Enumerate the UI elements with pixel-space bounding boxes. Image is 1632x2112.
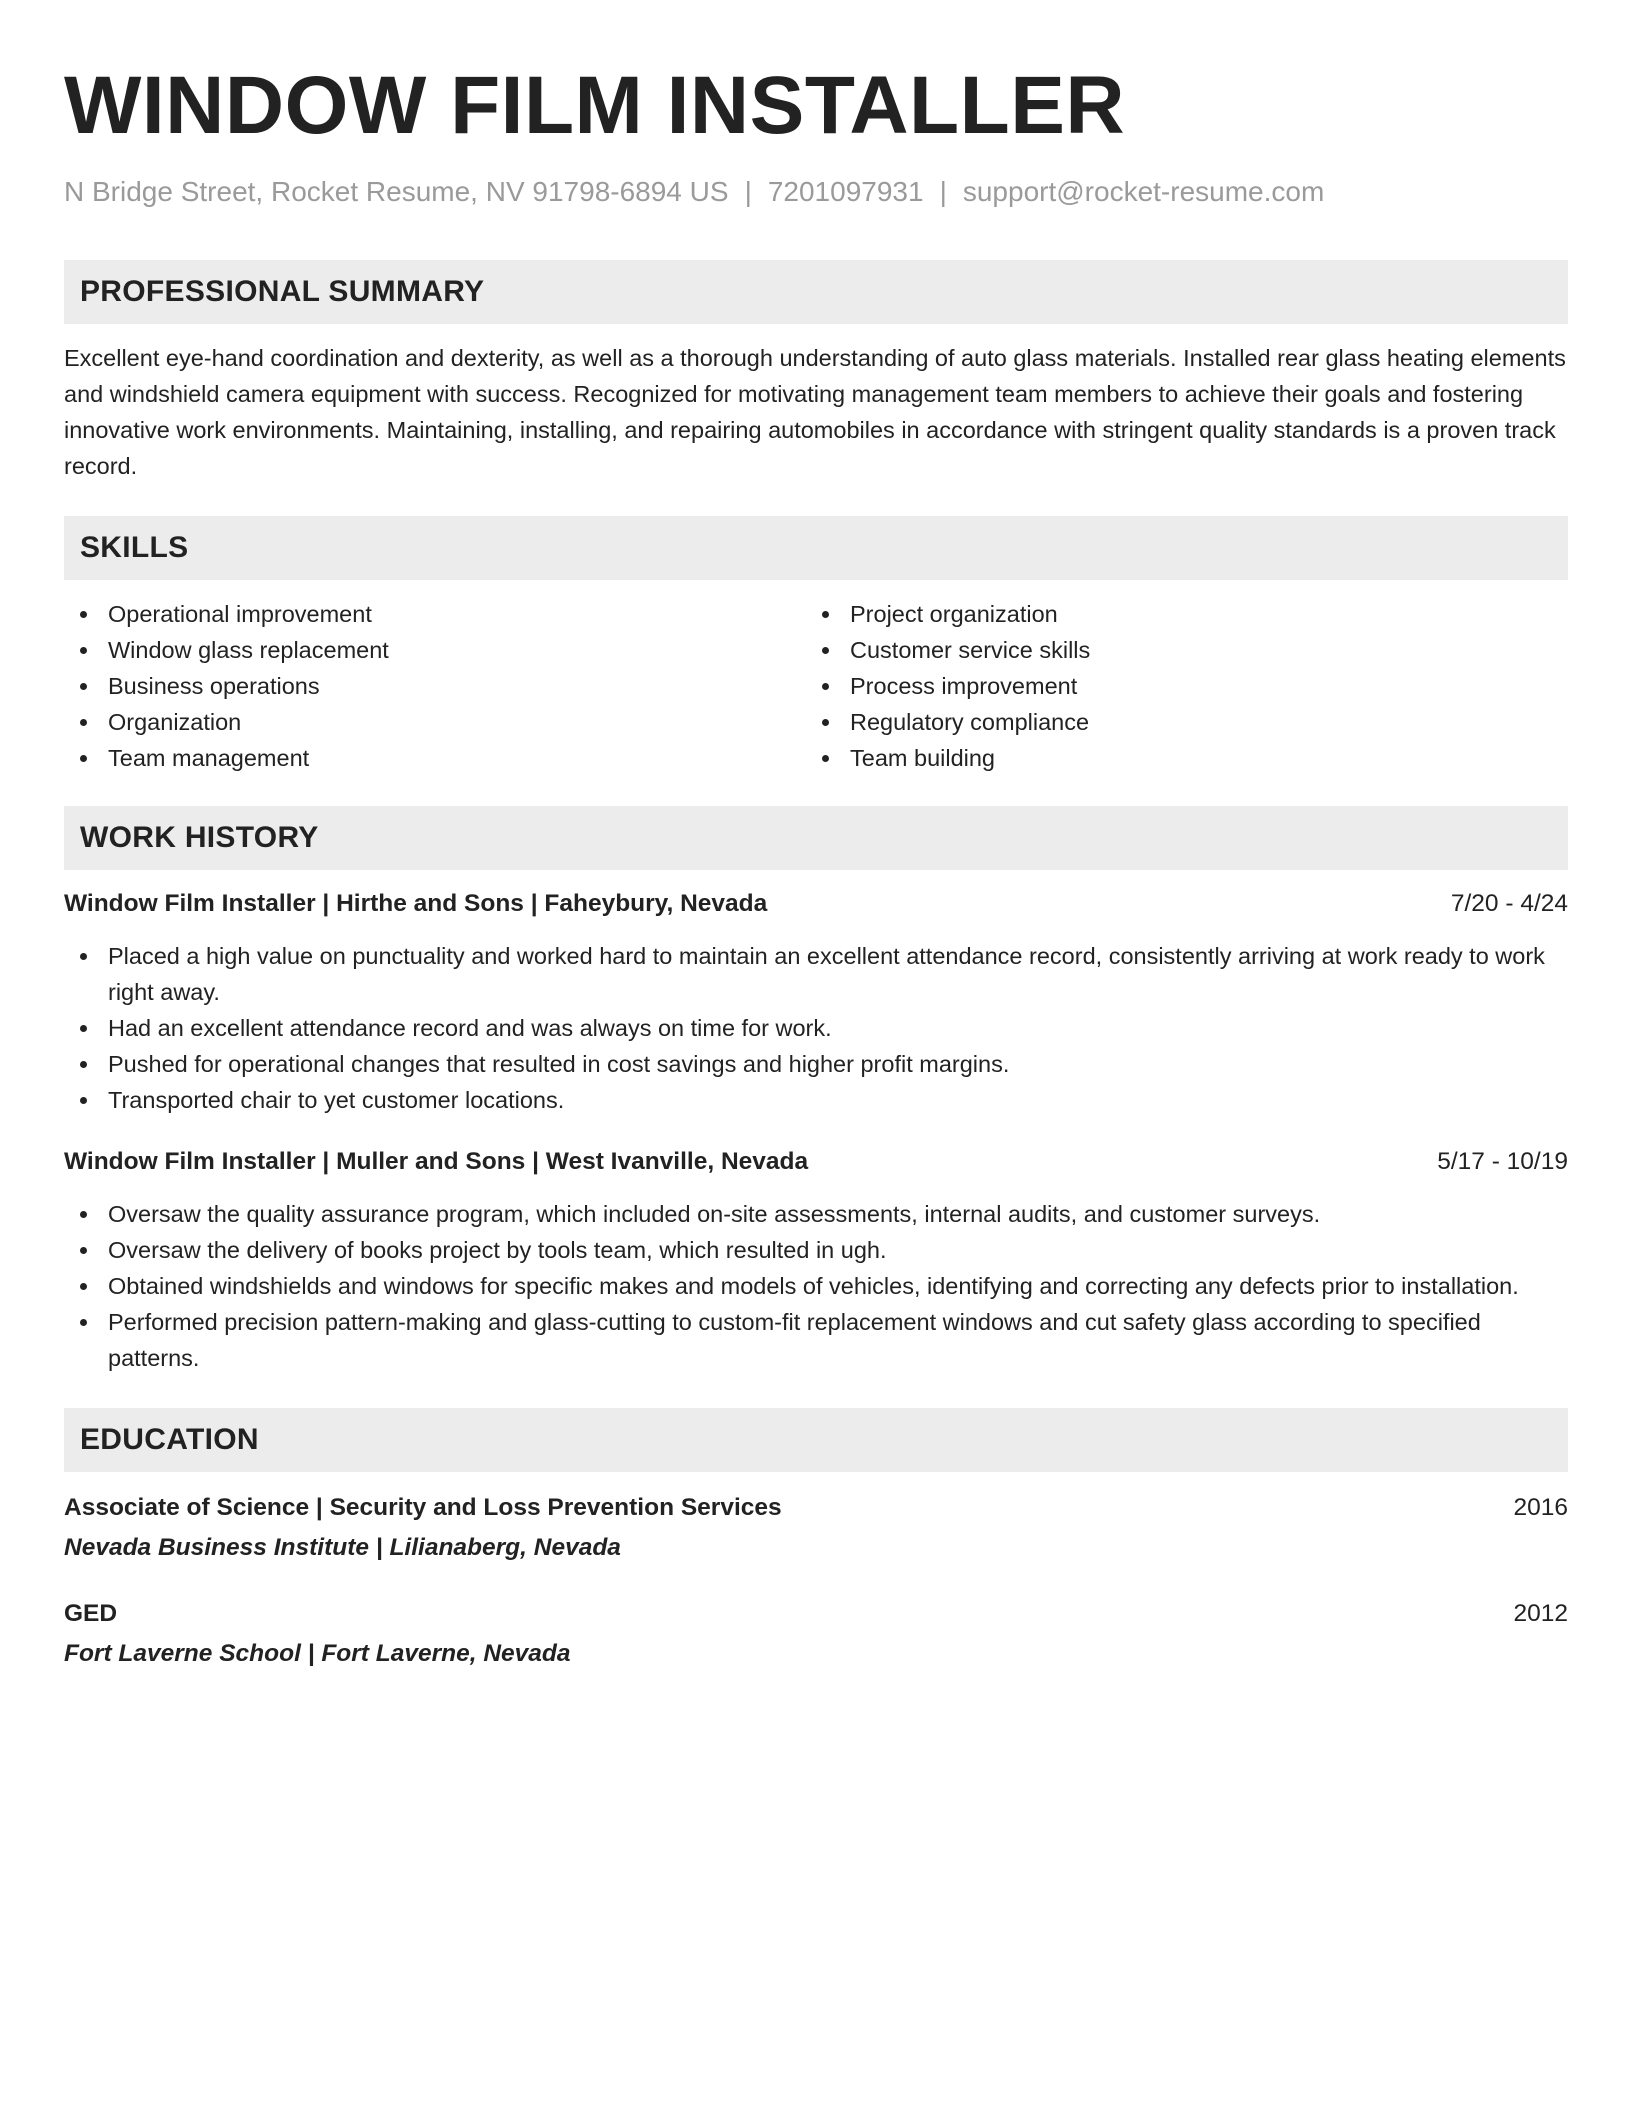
- job-bullet: Performed precision pattern-making and glass-cutting to custom-fit replacement windows and cut safety glass according to specified patterns.: [64, 1304, 1568, 1376]
- education-school: Fort Laverne School | Fort Laverne, Nevada: [64, 1640, 571, 1667]
- contact-email: support@rocket-resume.com: [962, 176, 1325, 207]
- job-title: Window Film Installer | Muller and Sons | West Ivanville, Nevada: [64, 1148, 809, 1175]
- contact-separator: |: [939, 176, 947, 207]
- candidate-name: WINDOW FILM INSTALLER: [64, 60, 1126, 151]
- job-dates: 7/20 - 4/24: [1450, 890, 1568, 917]
- skill-item: Project organization: [806, 596, 1548, 632]
- job-bullet: Oversaw the delivery of books project by tools team, which resulted in ugh.: [64, 1232, 1568, 1268]
- job-entry: [64, 886, 1568, 1118]
- skill-item: Customer service skills: [806, 632, 1548, 668]
- section-header-work-history: WORK HISTORY: [64, 806, 1568, 870]
- contact-phone: 7201097931: [767, 176, 924, 207]
- education-entry: [64, 1490, 1568, 1566]
- skill-item: Regulatory compliance: [806, 704, 1548, 740]
- skill-item: Team management: [64, 740, 806, 776]
- education-entry: [64, 1596, 1568, 1672]
- skills-column-left: [64, 596, 806, 776]
- skill-item: Business operations: [64, 668, 806, 704]
- section-header-skills: SKILLS: [64, 516, 1568, 580]
- skill-item: Team building: [806, 740, 1548, 776]
- education-degree: Associate of Science | Security and Loss Prevention Services: [64, 1494, 782, 1521]
- skill-item: Process improvement: [806, 668, 1548, 704]
- section-header-summary: PROFESSIONAL SUMMARY: [64, 260, 1568, 324]
- education-degree: GED: [64, 1600, 118, 1627]
- job-bullets: [64, 938, 1568, 1118]
- summary-text: Excellent eye-hand coordination and dexterity, as well as a thorough understanding of auto glass materials. Installed rear glass heating elements and windshield camera equipment with success. Recognized for motivating management team members to achieve their goals and fostering innovative work environments. Maintaining, installing, and repairing automobiles in accordance with stringent quality standards is a proven track record.: [64, 345, 1566, 479]
- job-bullet: Had an excellent attendance record and was always on time for work.: [64, 1010, 1568, 1046]
- education-year: 2016: [1513, 1494, 1568, 1521]
- education-year: 2012: [1513, 1600, 1568, 1627]
- job-bullets: [64, 1196, 1568, 1376]
- job-dates: 5/17 - 10/19: [1437, 1148, 1568, 1175]
- skill-item: Organization: [64, 704, 806, 740]
- job-bullet: Transported chair to yet customer locations.: [64, 1082, 1568, 1118]
- job-bullet: Pushed for operational changes that resulted in cost savings and higher profit margins.: [64, 1046, 1568, 1082]
- job-header: [64, 886, 1568, 922]
- contact-line: [64, 174, 1568, 210]
- job-bullet: Placed a high value on punctuality and worked hard to maintain an excellent attendance record, consistently arriving at work ready to work right away.: [64, 938, 1568, 1010]
- section-header-education: EDUCATION: [64, 1408, 1568, 1472]
- job-entry: [64, 1144, 1568, 1376]
- contact-separator: |: [744, 176, 752, 207]
- skills-column-right: [806, 596, 1548, 776]
- education-school: Nevada Business Institute | Lilianaberg, Nevada: [64, 1534, 621, 1561]
- contact-address: N Bridge Street, Rocket Resume, NV 91798-6894 US: [64, 176, 729, 207]
- skills-grid: [64, 596, 1568, 776]
- education-header: [64, 1490, 1568, 1526]
- education-header: [64, 1596, 1568, 1632]
- skill-item: Operational improvement: [64, 596, 806, 632]
- job-title: Window Film Installer | Hirthe and Sons | Faheybury, Nevada: [64, 890, 768, 917]
- job-bullet: Oversaw the quality assurance program, which included on-site assessments, internal audits, and customer surveys.: [64, 1196, 1568, 1232]
- skill-item: Window glass replacement: [64, 632, 806, 668]
- job-header: [64, 1144, 1568, 1180]
- job-bullet: Obtained windshields and windows for specific makes and models of vehicles, identifying and correcting any defects prior to installation.: [64, 1268, 1568, 1304]
